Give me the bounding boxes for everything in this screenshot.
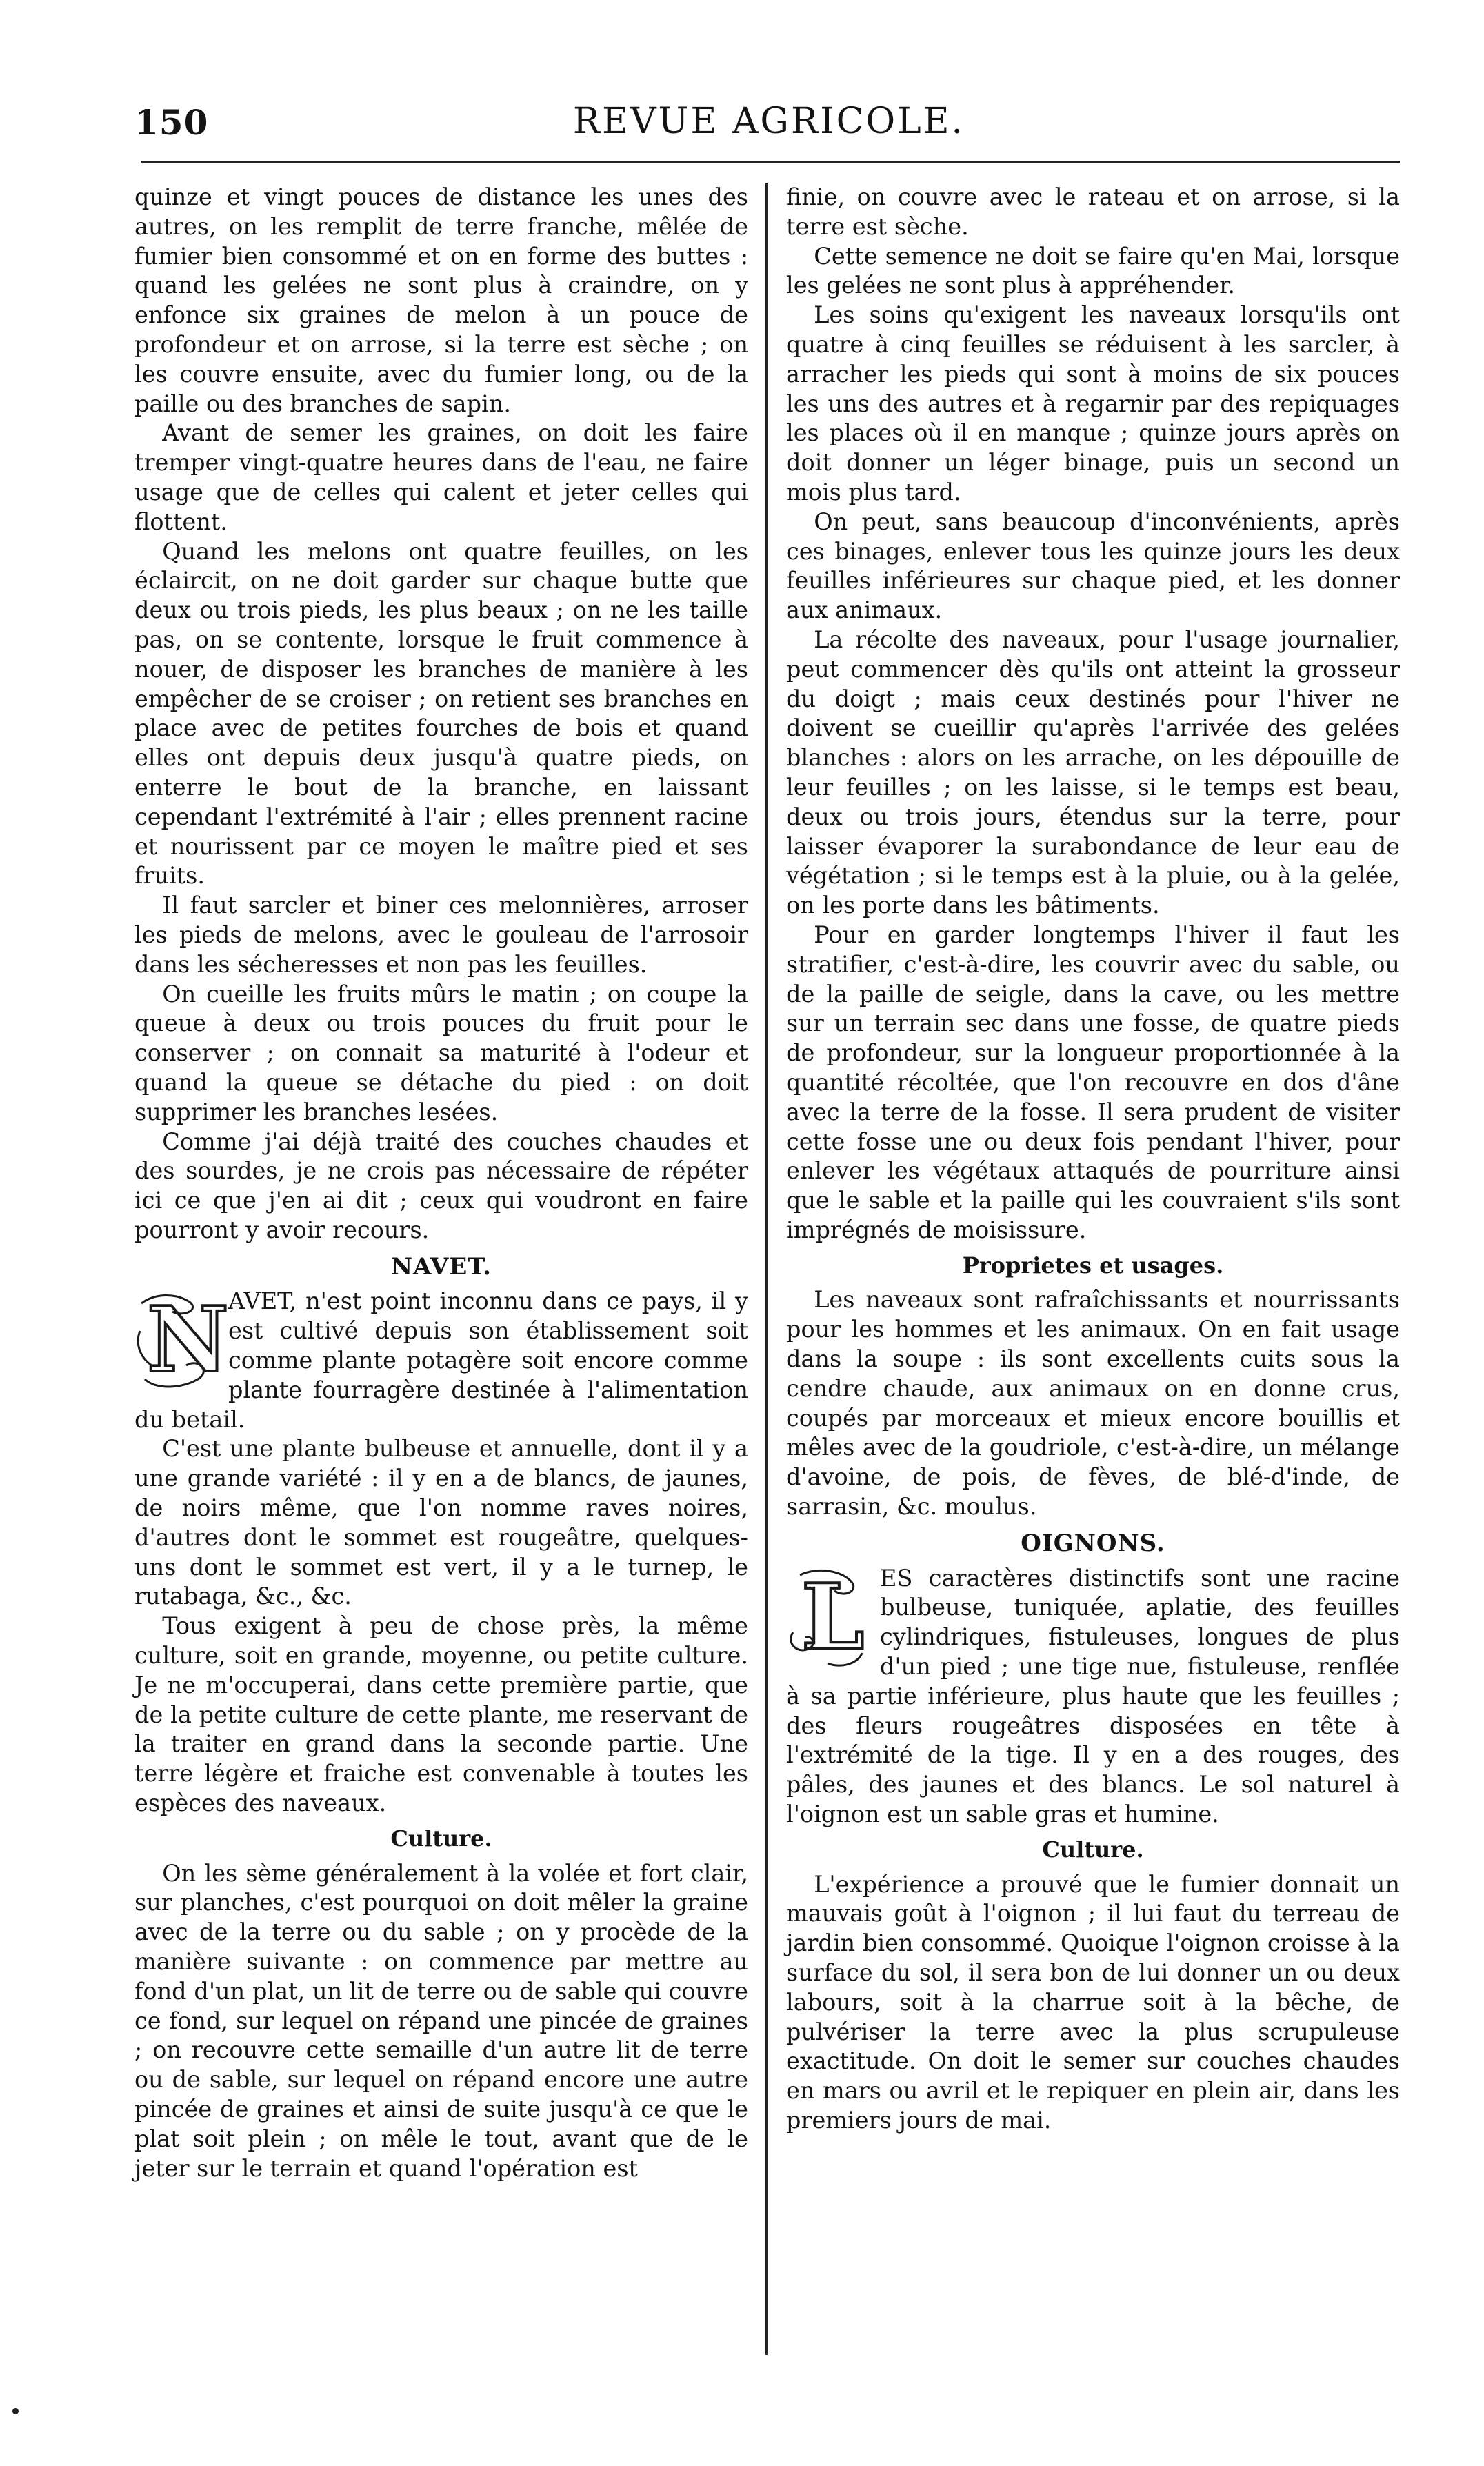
paragraph: Pour en garder longtemps l'hiver il faut les stratifier, c'est-à-dire, les couvrir avec du sable, ou de la paille de seigle, dans la cave, ou les mettre sur un terrain sec dans une fosse, de quatre pieds de profondeur, sur la longueur proportionnée à la quantité récoltée, que l'on recouvre en dos d'âne avec la terre de la fosse. Il sera prudent de visiter cette fosse une ou deux fois pendant l'hiver, pour enlever les végétaux attaqués de pourriture ainsi que le sable et la paille qui les couvraient s'ils sont imprégnés de moisissure. [786, 921, 1400, 1243]
running-title: REVUE AGRICOLE. [572, 101, 965, 142]
paragraph: Cette semence ne doit se faire qu'en Mai, lorsque les gelées ne sont plus à appréhender. [786, 242, 1400, 299]
page-number: 150 [134, 102, 209, 143]
paragraph: On cueille les fruits mûrs le matin ; on coupe la queue à deux ou trois pouces du fruit pour le conserver ; on connait sa maturité à l'odeur et quand la queue se détache du pied : on doit supprimer les branches lesées. [134, 980, 748, 1125]
paragraph: La récolte des naveaux, pour l'usage journalier, peut commencer dès qu'ils ont atteint la grosseur du doigt ; mais ceux destinés pour l'hiver ne doivent se cueillir qu'après l'arrivée des gelées blanches : alors on les arrache, on les dépouille de leur feuilles ; on les laisse, si le temps est beau, deux ou trois jours, étendus sur la terre, pour laisser évaporer la surabondance de leur eau de végétation ; si le temps est à la pluie, ou à la gelée, on les porte dans les bâtiments. [786, 625, 1400, 919]
dropcap-letter: N [147, 1287, 229, 1393]
paragraph: L'expérience a prouvé que le fumier donnait un mauvais goût à l'oignon ; il lui faut du terreau de jardin bien consommé. Quoique l'oignon croisse à la surface du sol, il sera bon de lui donner un ou deux labours, soit à la charrue soit à la bêche, de pulvériser la terre avec la plus scrupuleuse exactitude. On doit le semer sur couches chaudes en mars ou avril et le repiquer en plein air, dans les premiers jours de mai. [786, 1870, 1400, 2134]
subsection-title-proprietes: Proprietes et usages. [962, 1252, 1224, 1279]
paragraph: Comme j'ai déjà traité des couches chaudes et des sourdes, je ne crois pas nécessaire de répéter ici ce que j'en ai dit ; ceux qui voudront en faire pourront y avoir recours. [134, 1127, 748, 1243]
page-header [134, 97, 1403, 152]
paragraph: On les sème généralement à la volée et fort clair, sur planches, c'est pourquoi on doit mêler la graine avec de la terre ou du sable ; on y procède de la manière suivante : on commence par mettre au fond d'un plat, un lit de terre ou de sable qui couvre ce fond, sur lequel on répand une pincée de graines ; on recouvre cette semaille d'un autre lit de terre ou de sable, sur lequel on répand encore une autre pincée de graines et ainsi de suite jusqu'à ce que le plat soit plein ; on mêle le tout, avant que de le jeter sur le terrain et quand l'opération est [134, 1859, 748, 2182]
dropcap-l-icon [786, 1563, 869, 1670]
paragraph: finie, on couvre avec le rateau et on arrose, si la terre est sèche. [786, 183, 1400, 240]
paragraph: Les naveaux sont rafraîchissants et nourrissants pour les hommes et les animaux. On en fait usage dans la soupe : ils sont excellents cuits sous la cendre chaude, aux animaux on en donne crus, coupés par morceaux et mieux encore bouillis et mêles avec de la goudriole, c'est-à-dire, un mélange d'avoine, de pois, de fèves, de blé-d'inde, de sarrasin, &c. moulus. [786, 1286, 1400, 1521]
paragraph: Tous exigent à peu de chose près, la même culture, soit en grande, moyenne, ou petite culture. Je ne m'occuperai, dans cette première partie, que de la petite culture de cette plante, me reservant de la traiter en grand dans la seconde partie. Une terre légère et fraiche est convenable à toutes les espèces des naveaux. [134, 1612, 748, 1817]
paragraph: C'est une plante bulbeuse et annuelle, dont il y a une grande variété : il y en a de blancs, de jaunes, de noirs même, que l'on nomme raves noires, d'autres dont le sommet est rougeâtre, quelques-uns dont le sommet est vert, il y a le turnep, le rutabaga, &c., &c. [134, 1435, 748, 1610]
section-title-oignons: OIGNONS. [1021, 1529, 1165, 1557]
paragraph: Les soins qu'exigent les naveaux lorsqu'ils ont quatre à cinq feuilles se réduisent à les sarcler, à arracher les pieds qui sont à moins de six pouces les uns des autres et à regarnir par des repiquages les places où il en manque ; quinze jours après on doit donner un léger binage, puis un second un mois plus tard. [786, 301, 1400, 505]
dropcap-letter: L [801, 1563, 865, 1670]
right-column [786, 183, 1400, 2136]
paragraph: Il faut sarcler et biner ces melonnières, arroser les pieds de melons, avec le gouleau de l'arrosoir dans les sécheresses et non pas les feuilles. [134, 892, 748, 978]
left-column [134, 183, 748, 2183]
paragraph: AVET, n'est point inconnu dans ce pays, il y est cultivé depuis son établissement soit comme plante potagère soit encore comme plante fourragère destinée à l'alimentation du betail. [134, 1287, 748, 1433]
paragraph: ES caractères distinctifs sont une racine bulbeuse, tuniquée, aplatie, des feuilles cylindriques, fistuleuses, longues de plus d'un pied ; une tige nue, fistuleuse, renflée à sa partie inférieure, plus haute que les feuilles ; des fleurs rougeâtres disposées en tête à l'extrémité de la tige. Il y en a des rouges, des pâles, des jaunes et des blancs. Le sol naturel à l'oignon est un sable gras et humine. [786, 1564, 1400, 1828]
column-divider [765, 183, 768, 2355]
section-title-navet: NAVET. [390, 1252, 492, 1281]
subsection-title-culture: Culture. [1042, 1836, 1144, 1863]
paragraph: On peut, sans beaucoup d'inconvénients, après ces binages, enlever tous les quinze jours les deux feuilles inférieures sur chaque pied, et les donner aux animaux. [786, 508, 1400, 624]
header-rule [141, 161, 1400, 163]
paragraph: Avant de semer les graines, on doit les faire tremper vingt-quatre heures dans de l'eau, ne faire usage que de celles qui calent et jeter celles qui flottent. [134, 419, 748, 535]
paragraph: Quand les melons ont quatre feuilles, on les éclaircit, on ne doit garder sur chaque butte que deux ou trois pieds, les plus beaux ; on ne les taille pas, on se contente, lorsque le fruit commence à nouer, de disposer les branches de manière à les empêcher de se croiser ; on retient ses branches en place avec de petites fourches de bois et quand elles ont depuis deux jusqu'à quatre pieds, on enterre le bout de la branche, en laissant cependant l'extrémité à l'air ; elles prennent racine et nourissent par ce moyen le maître pied et ses fruits. [134, 537, 748, 890]
margin-dot [12, 2408, 19, 2414]
dropcap-n-icon [134, 1287, 229, 1393]
subsection-title-culture: Culture. [390, 1825, 492, 1852]
paragraph: quinze et vingt pouces de distance les unes des autres, on les remplit de terre franche, mêlée de fumier bien consommé et on en forme des buttes : quand les gelées ne sont plus à craindre, on y enfonce six graines de melon à un pouce de profondeur et on arrose, si la terre est sèche ; on les couvre ensuite, avec du fumier long, ou de la paille ou des branches de sapin. [134, 183, 748, 417]
